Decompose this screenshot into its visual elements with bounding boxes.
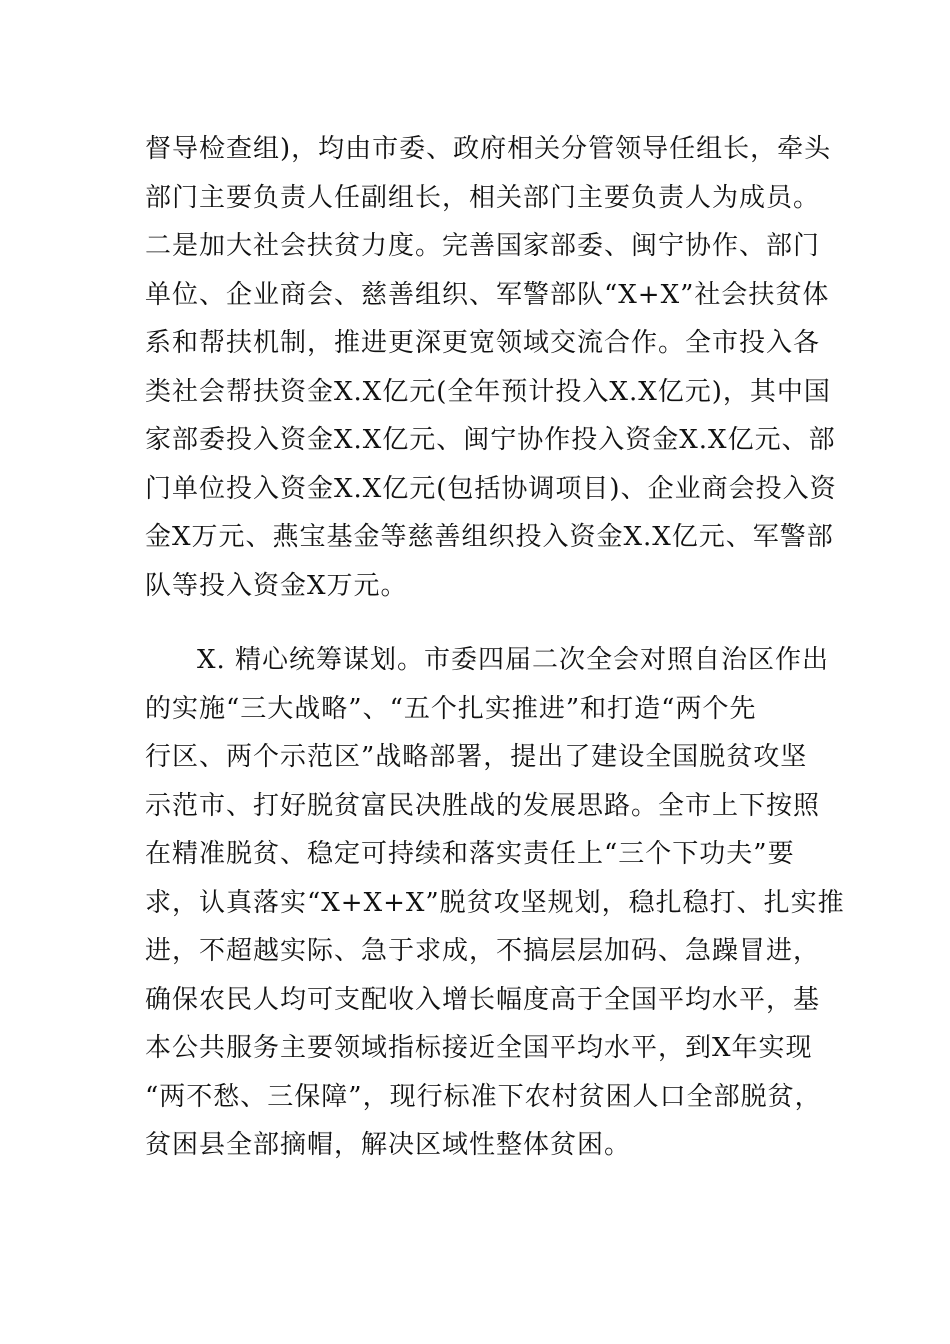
text-line: “两不愁、三保障”，现行标准下农村贫困人口全部脱贫， — [145, 1081, 822, 1112]
text-line: 二是加大社会扶贫力度。完善国家部委、闽宁协作、部门 — [145, 231, 821, 261]
text-line: 门单位投入资金X.X亿元(包括协调项目)、企业商会投入资 — [145, 473, 837, 504]
text-line: 本公共服务主要领域指标接近全国平均水平，到X年实现 — [145, 1033, 813, 1063]
text-line: 确保农民人均可支配收入增长幅度高于全国平均水平，基 — [145, 984, 821, 1015]
text-line: 系和帮扶机制，推进更深更宽领域交流合作。全市投入各 — [145, 328, 821, 358]
text-line: 类社会帮扶资金X.X亿元(全年预计投入X.X亿元)，其中国 — [145, 376, 831, 407]
text-line: 示范市、打好脱贫富民决胜战的发展思路。全市上下按照 — [145, 790, 821, 821]
text-line: 在精准脱贫、稳定可持续和落实责任上“三个下功夫”要 — [145, 839, 795, 869]
text-line: 进，不超越实际、急于求成，不搞层层加码、急躁冒进， — [145, 936, 821, 966]
paragraph-planning — [145, 636, 845, 1170]
text-line: 求，认真落实“X+X+X”脱贫攻坚规划，稳扎稳打、扎实推 — [145, 887, 845, 918]
text-line: 部门主要负责人任副组长，相关部门主要负责人为成员。 — [145, 182, 821, 213]
text-line: 贫困县全部摘帽，解决区域性整体贫困。 — [145, 1130, 632, 1160]
text-line: 队等投入资金X万元。 — [145, 570, 408, 601]
text-line: 督导检查组)，均由市委、政府相关分管领导任组长，牵头 — [145, 134, 832, 164]
text-line: X. 精心统筹谋划。市委四届二次全会对照自治区作出 — [197, 645, 830, 675]
text-line: 行区、两个示范区”战略部署，提出了建设全国脱贫攻坚 — [145, 742, 808, 772]
text-line: 家部委投入资金X.X亿元、闽宁协作投入资金X.X亿元、部 — [145, 425, 836, 455]
paragraph-social-poverty-alleviation — [145, 125, 837, 610]
text-line: 单位、企业商会、慈善组织、军警部队“X+X”社会扶贫体 — [145, 279, 830, 310]
text-line: 的实施“三大战略”、“五个扎实推进”和打造“两个先 — [145, 693, 757, 724]
text-line: 金X万元、燕宝基金等慈善组织投入资金X.X亿元、军警部 — [145, 522, 834, 552]
